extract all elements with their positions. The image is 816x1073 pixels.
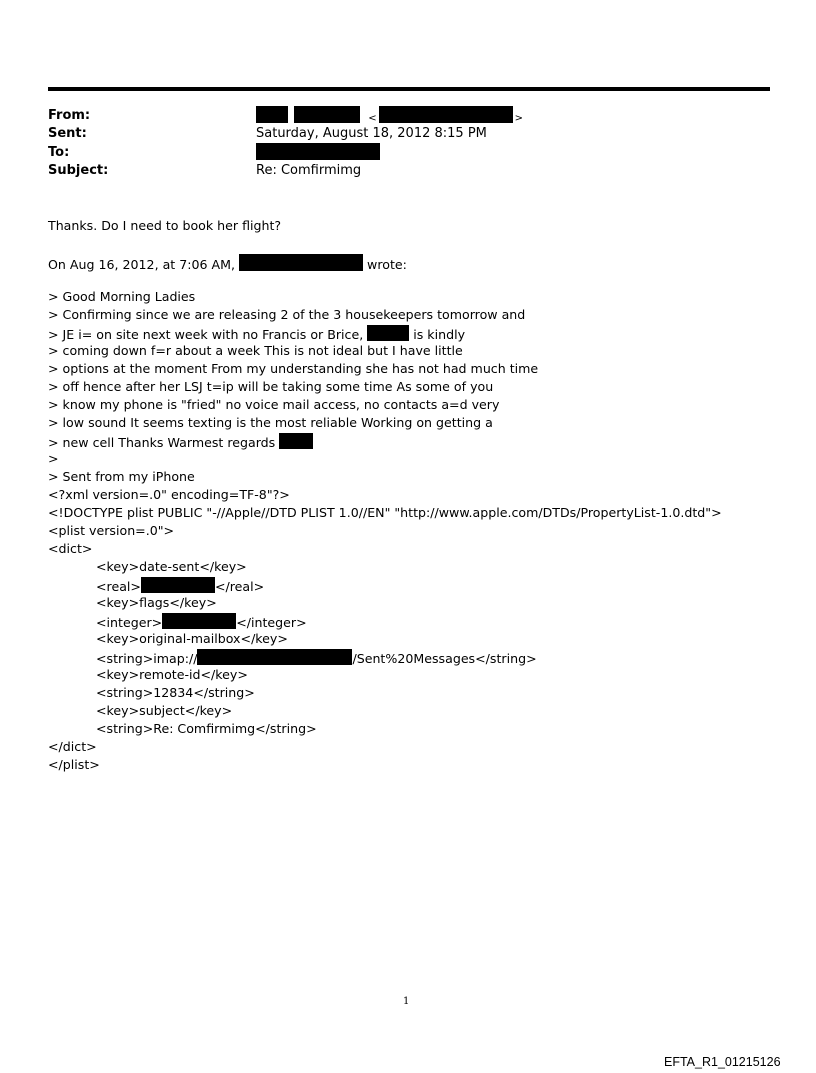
quoted-line: > know my phone is "fried" no voice mail access, no contacts a=d very bbox=[48, 397, 500, 412]
redaction-block bbox=[256, 106, 288, 123]
sent-label: Sent: bbox=[48, 126, 87, 141]
quoted-line: > Confirming since we are releasing 2 of the 3 housekeepers tomorrow and bbox=[48, 307, 526, 322]
quoted-line: > Sent from my iPhone bbox=[48, 469, 195, 484]
quoted-line: > bbox=[48, 451, 59, 466]
plist-line bbox=[96, 577, 264, 594]
redaction-block bbox=[239, 254, 363, 271]
email-bracket-open: < bbox=[368, 113, 377, 124]
plist-line-part: /Sent%20Messages</string> bbox=[352, 651, 537, 666]
quoted-line: > low sound It seems texting is the most reliable Working on getting a bbox=[48, 415, 493, 430]
subject-label: Subject: bbox=[48, 163, 109, 178]
quoted-line bbox=[48, 325, 465, 342]
plist-line: <dict> bbox=[48, 541, 93, 556]
plist-line: <key>flags</key> bbox=[96, 595, 217, 610]
redaction-block bbox=[367, 325, 409, 341]
redaction-block bbox=[379, 106, 513, 123]
quoted-line-part: > new cell Thanks Warmest regards bbox=[48, 435, 276, 450]
from-label: From: bbox=[48, 108, 91, 123]
redaction-block bbox=[141, 577, 215, 593]
quoted-line-part: > JE i= on site next week with no Francis or Brice, bbox=[48, 327, 364, 342]
quoted-line-part: is kindly bbox=[413, 327, 466, 342]
plist-line: <string>12834</string> bbox=[96, 685, 255, 700]
plist-line-part: <string>imap:// bbox=[96, 651, 198, 666]
plist-line-part: </real> bbox=[214, 579, 265, 594]
document-id: EFTA_R1_01215126 bbox=[664, 1055, 781, 1069]
wrote-line bbox=[48, 254, 407, 272]
plist-line: <key>subject</key> bbox=[96, 703, 233, 718]
redaction-block bbox=[197, 649, 352, 665]
plist-line: <plist version=.0"> bbox=[48, 523, 175, 538]
plist-line: <key>remote-id</key> bbox=[96, 667, 248, 682]
quoted-line: > coming down f=r about a week This is not ideal but I have little bbox=[48, 343, 463, 358]
plist-line bbox=[96, 649, 537, 666]
plist-line bbox=[96, 613, 307, 630]
plist-line: <key>original-mailbox</key> bbox=[96, 631, 288, 646]
quoted-line: > off hence after her LSJ t=ip will be taking some time As some of you bbox=[48, 379, 494, 394]
quoted-line bbox=[48, 433, 313, 450]
quoted-line: > options at the moment From my understanding she has not had much time bbox=[48, 361, 539, 376]
plist-line: </dict> bbox=[48, 739, 97, 754]
plist-line-part: </integer> bbox=[236, 615, 307, 630]
plist-line: <string>Re: Comfirmimg</string> bbox=[96, 721, 317, 736]
plist-line-part: <real> bbox=[96, 579, 141, 594]
redaction-block bbox=[256, 143, 380, 160]
redaction-block bbox=[162, 613, 236, 629]
subject-value: Re: Comfirmimg bbox=[256, 163, 362, 178]
plist-line: <key>date-sent</key> bbox=[96, 559, 247, 574]
plist-line: </plist> bbox=[48, 757, 100, 772]
plist-line-part: <integer> bbox=[96, 615, 163, 630]
reply-text: Thanks. Do I need to book her flight? bbox=[48, 218, 282, 233]
quoted-line: > Good Morning Ladies bbox=[48, 289, 196, 304]
to-label: To: bbox=[48, 145, 70, 160]
plist-line: <!DOCTYPE plist PUBLIC "-//Apple//DTD PLIST 1.0//EN" "http://www.apple.com/DTDs/PropertyList-1.0.dtd"> bbox=[48, 505, 722, 520]
header-rule bbox=[48, 87, 770, 91]
plist-line: <?xml version=.0" encoding=TF-8"?> bbox=[48, 487, 290, 502]
to-value bbox=[256, 143, 380, 162]
from-value bbox=[256, 106, 523, 125]
wrote-suffix: wrote: bbox=[367, 257, 407, 272]
page-number: 1 bbox=[403, 996, 410, 1007]
redaction-block bbox=[279, 433, 313, 449]
wrote-prefix: On Aug 16, 2012, at 7:06 AM, bbox=[48, 257, 236, 272]
redaction-block bbox=[294, 106, 360, 123]
email-bracket-close: > bbox=[514, 113, 524, 124]
sent-value: Saturday, August 18, 2012 8:15 PM bbox=[256, 126, 487, 141]
